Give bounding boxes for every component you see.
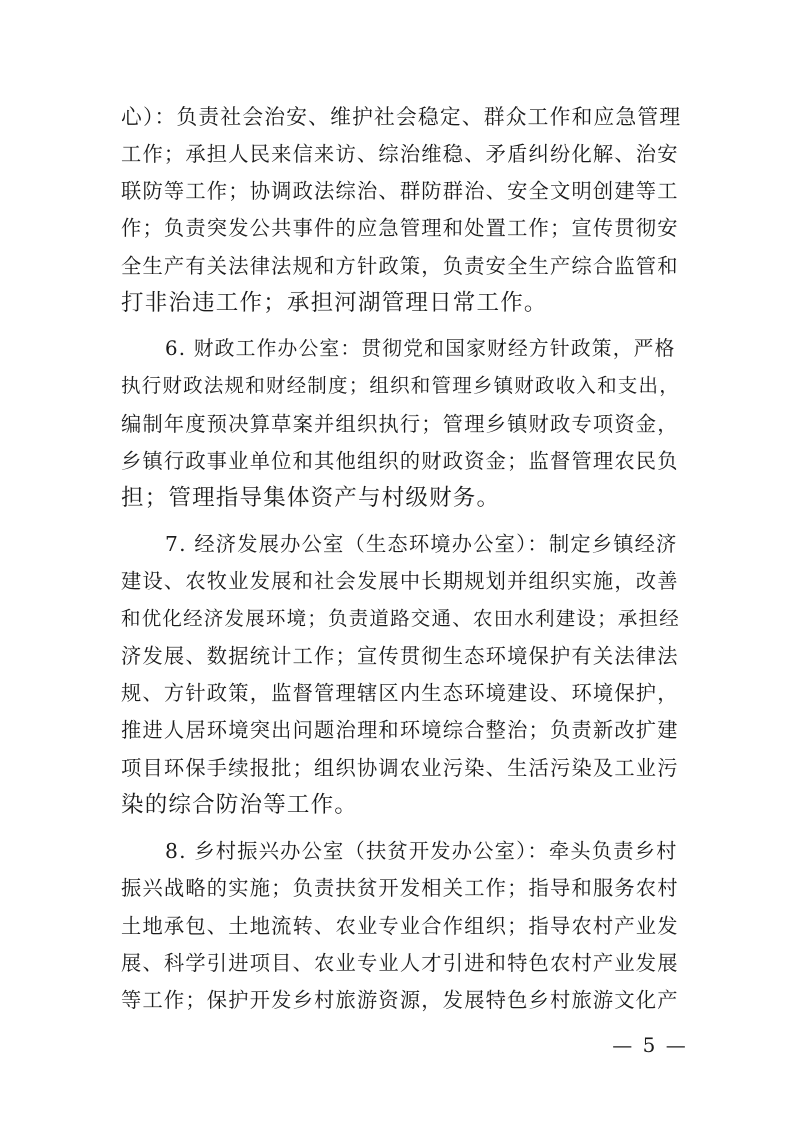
text-line: 项目环保手续报批；组织协调农业污染、生活污染及工业污 bbox=[121, 756, 679, 780]
text-line: 执行财政法规和财经制度；组织和管理乡镇财政收入和支出， bbox=[121, 374, 680, 397]
text-line: 推进人居环境突出问题治理和环境综合整治；负责新改扩建 bbox=[121, 718, 679, 742]
text-line: 担；管理指导集体资产与村级财务。 bbox=[121, 485, 501, 511]
page-number: — 5 — bbox=[612, 1033, 688, 1057]
text-line: 展、科学引进项目、农业专业人才引进和特色农村产业发展 bbox=[121, 951, 679, 975]
text-line: 建设、农牧业发展和社会发展中长期规划并组织实施，改善 bbox=[121, 569, 679, 593]
text-line: 乡镇行政事业单位和其他组织的财政资金；监督管理农民负 bbox=[121, 449, 679, 473]
text-line: 等工作；保护开发乡村旅游资源，发展特色乡村旅游文化产 bbox=[121, 988, 679, 1012]
text-line: 联防等工作；协调政法综治、群防群治、安全文明创建等工 bbox=[121, 179, 679, 203]
text-line: 振兴战略的实施；负责扶贫开发相关工作；指导和服务农村 bbox=[121, 876, 679, 900]
text-line: 和优化经济发展环境；负责道路交通、农田水利建设；承担经 bbox=[121, 607, 680, 630]
text-line: 染的综合防治等工作。 bbox=[121, 792, 359, 818]
text-line: 工作；承担人民来信来访、综治维稳、矛盾纠纷化解、治安 bbox=[121, 142, 679, 166]
text-line: 济发展、数据统计工作；宣传贯彻生态环境保护有关法律法 bbox=[121, 644, 679, 668]
paragraph-8-heading-line: 8. 乡村振兴办公室（扶贫开发办公室）：牵头负责乡村 bbox=[165, 839, 678, 863]
text-line: 全生产有关法律法规和方针政策，负责安全生产综合监管和 bbox=[121, 254, 679, 278]
paragraph-7-heading-line: 7. 经济发展办公室（生态环境办公室）：制定乡镇经济 bbox=[165, 532, 678, 556]
text-line: 心）：负责社会治安、维护社会稳定、群众工作和应急管理 bbox=[121, 105, 682, 129]
text-line: 土地承包、土地流转、农业专业合作组织；指导农村产业发 bbox=[121, 914, 679, 938]
text-line: 打非治违工作；承担河湖管理日常工作。 bbox=[121, 290, 548, 316]
text-line: 编制年度预决算草案并组织执行；管理乡镇财政专项资金， bbox=[121, 412, 679, 436]
paragraph-6-heading-line: 6. 财政工作办公室：贯彻党和国家财经方针政策，严格 bbox=[165, 337, 676, 360]
text-line: 作；负责突发公共事件的应急管理和处置工作；宣传贯彻安 bbox=[121, 216, 679, 240]
text-line: 规、方针政策，监督管理辖区内生态环境建设、环境保护， bbox=[121, 681, 679, 705]
